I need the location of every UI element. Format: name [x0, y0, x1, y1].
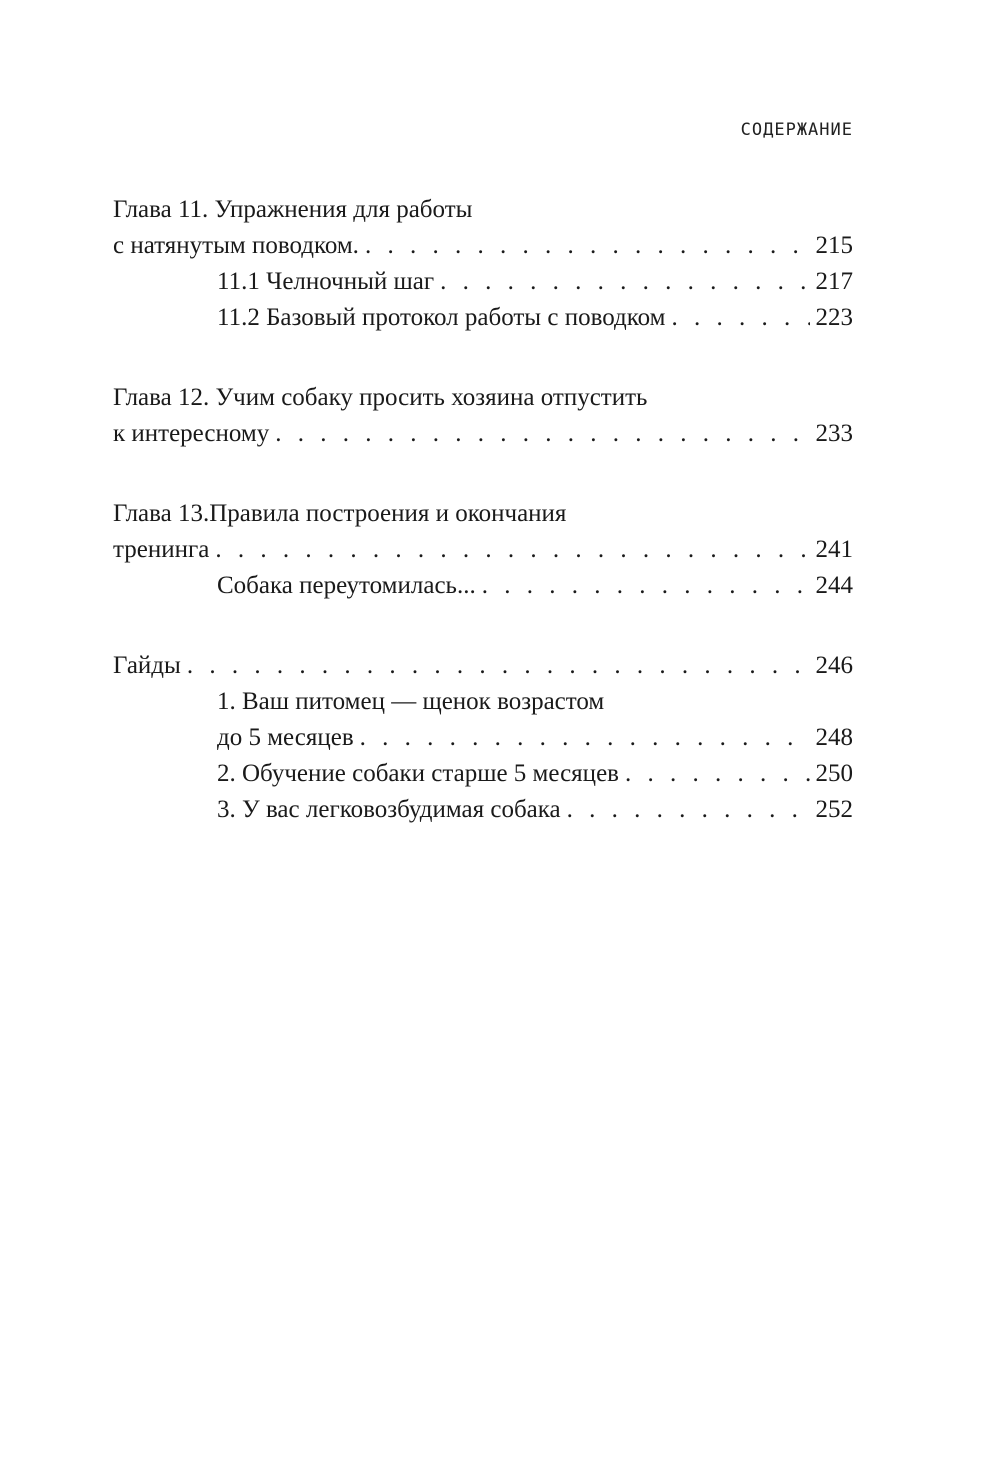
running-head: СОДЕРЖАНИЕ [740, 120, 853, 140]
toc-entry-guide-3[interactable] [113, 792, 853, 828]
toc-title-text: до 5 месяцев [217, 724, 354, 751]
toc-page-number: 215 [815, 232, 853, 259]
toc-title-line: Глава 11. Упражнения для работы [113, 196, 473, 223]
toc-title-line: Глава 12. Учим собаку просить хозяина отпустить [113, 384, 648, 411]
toc-entry-guide-1[interactable] [113, 684, 853, 756]
dot-leader [215, 532, 809, 568]
toc-entry-chapter-13[interactable] [113, 496, 853, 568]
toc-title-line-with-page [113, 416, 853, 452]
dot-leader [567, 792, 810, 828]
toc-page-number: 217 [815, 268, 853, 295]
dot-leader [360, 720, 810, 756]
toc-title-text: 11.2 Базовый протокол работы с поводком [217, 304, 666, 331]
toc-title-line: Глава 13.Правила построения и окончания [113, 500, 567, 527]
dot-leader [440, 264, 809, 300]
toc-page-number: 244 [815, 572, 853, 599]
dot-leader [625, 756, 810, 792]
toc-title-text: с натянутым поводком. [113, 232, 359, 259]
toc-title-text: 11.1 Челночный шаг [217, 268, 435, 295]
toc-entry-guide-2[interactable] [113, 756, 853, 792]
toc-entry-guides[interactable] [113, 648, 853, 684]
dot-leader [365, 228, 810, 264]
toc-title-text: 2. Обучение собаки старше 5 месяцев [217, 760, 619, 787]
dot-leader [275, 416, 809, 452]
toc-title-line-with-page [113, 532, 853, 568]
dot-leader [671, 300, 809, 336]
toc-entry-11-1[interactable] [113, 264, 853, 300]
toc-title-text: к интересному [113, 420, 270, 447]
toc-entry-13-1[interactable] [113, 568, 853, 604]
toc-title-line: 1. Ваш питомец — щенок возрастом [217, 688, 605, 715]
toc-page-number: 248 [815, 724, 853, 751]
toc-title-text: Собака переутомилась... [217, 572, 476, 599]
toc-entry-chapter-12[interactable] [113, 380, 853, 452]
toc-title-line-with-page [113, 720, 853, 756]
spacer [113, 604, 853, 648]
toc-page-number: 246 [815, 652, 853, 679]
toc-page-number: 241 [815, 536, 853, 563]
toc-entry-chapter-11[interactable] [113, 192, 853, 264]
toc-page-number: 252 [815, 796, 853, 823]
toc-title-text: Гайды [113, 652, 181, 679]
spacer [113, 336, 853, 380]
toc-page-number: 233 [815, 420, 853, 447]
toc-title-text: 3. У вас легковозбудимая собака [217, 796, 561, 823]
spacer [113, 452, 853, 496]
dot-leader [187, 648, 810, 684]
toc-page-number: 223 [815, 304, 853, 331]
toc-page-number: 250 [815, 760, 853, 787]
toc-title-line-with-page [113, 228, 853, 264]
toc-entry-11-2[interactable] [113, 300, 853, 336]
dot-leader [482, 568, 810, 604]
table-of-contents [113, 192, 853, 828]
toc-title-text: тренинга [113, 536, 210, 563]
